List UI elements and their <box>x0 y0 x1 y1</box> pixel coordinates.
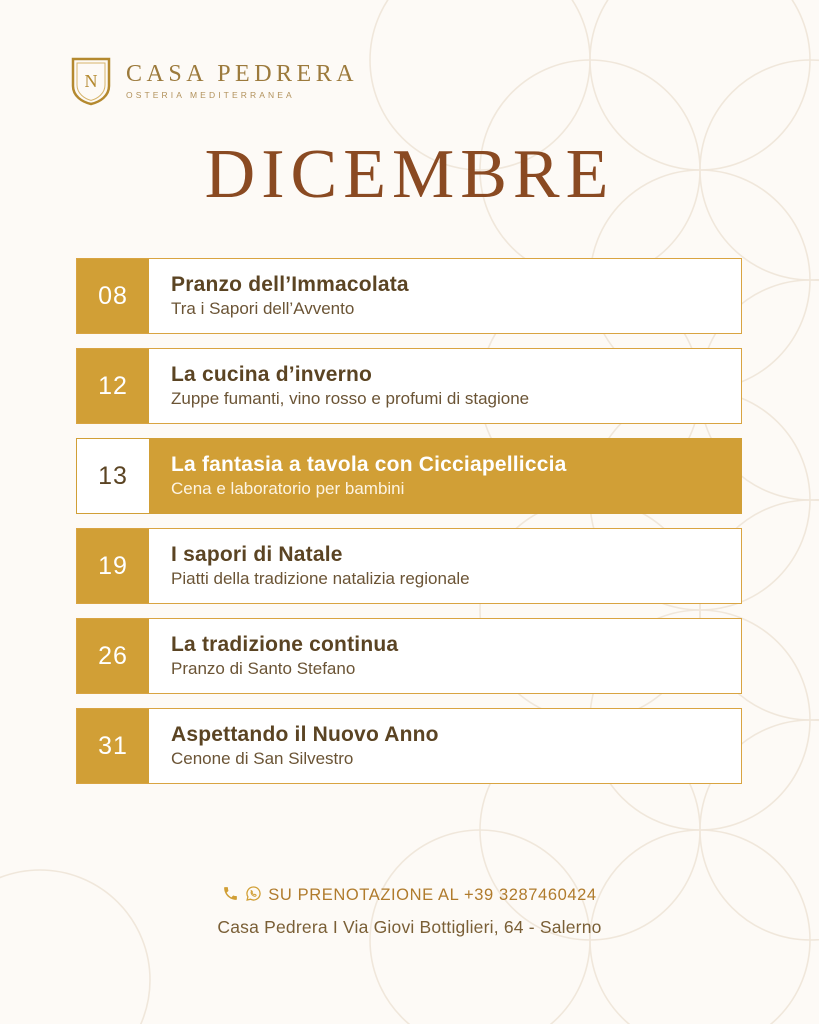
list-item[interactable] <box>76 258 742 334</box>
list-item-highlighted[interactable] <box>76 438 742 514</box>
event-body <box>149 529 741 603</box>
footer <box>0 885 819 938</box>
whatsapp-icon <box>245 885 262 905</box>
event-title: I sapori di Natale <box>171 542 343 566</box>
event-subtitle: Tra i Sapori dell’Avvento <box>171 298 355 318</box>
event-title: La fantasia a tavola con Cicciapelliccia <box>171 452 567 476</box>
event-body <box>149 259 741 333</box>
event-body <box>149 619 741 693</box>
list-item[interactable] <box>76 708 742 784</box>
address-text: Casa Pedrera I Via Giovi Bottiglieri, 64 - Salerno <box>217 917 602 937</box>
event-day: 08 <box>77 259 149 333</box>
reservation-text: SU PRENOTAZIONE AL +39 3287460424 <box>268 885 597 904</box>
event-day: 31 <box>77 709 149 783</box>
event-day: 13 <box>77 439 149 513</box>
event-title: Aspettando il Nuovo Anno <box>171 722 439 746</box>
brand-subtitle: OSTERIA MEDITERRANEA <box>126 90 295 101</box>
list-item[interactable] <box>76 348 742 424</box>
event-title: La tradizione continua <box>171 632 399 656</box>
brand-text <box>126 62 358 100</box>
event-day: 19 <box>77 529 149 603</box>
event-subtitle: Cena e laboratorio per bambini <box>171 478 405 498</box>
reservation-line <box>0 885 819 905</box>
page-title: DICEMBRE <box>204 136 615 213</box>
event-subtitle: Piatti della tradizione natalizia regionale <box>171 568 470 588</box>
list-item[interactable] <box>76 618 742 694</box>
svg-text:N: N <box>84 71 98 91</box>
brand-logo <box>70 56 358 106</box>
brand-name: CASA PEDRERA <box>126 61 359 88</box>
event-title: Pranzo dell’Immacolata <box>171 272 409 296</box>
event-day: 26 <box>77 619 149 693</box>
shield-monogram-icon <box>70 56 112 106</box>
event-body <box>149 439 741 513</box>
event-subtitle: Pranzo di Santo Stefano <box>171 658 356 678</box>
event-body <box>149 349 741 423</box>
event-list <box>76 258 742 798</box>
event-subtitle: Cenone di San Silvestro <box>171 748 354 768</box>
phone-icon <box>222 885 239 905</box>
event-day: 12 <box>77 349 149 423</box>
event-body <box>149 709 741 783</box>
list-item[interactable] <box>76 528 742 604</box>
event-title: La cucina d’inverno <box>171 362 373 386</box>
event-subtitle: Zuppe fumanti, vino rosso e profumi di stagione <box>171 388 530 408</box>
